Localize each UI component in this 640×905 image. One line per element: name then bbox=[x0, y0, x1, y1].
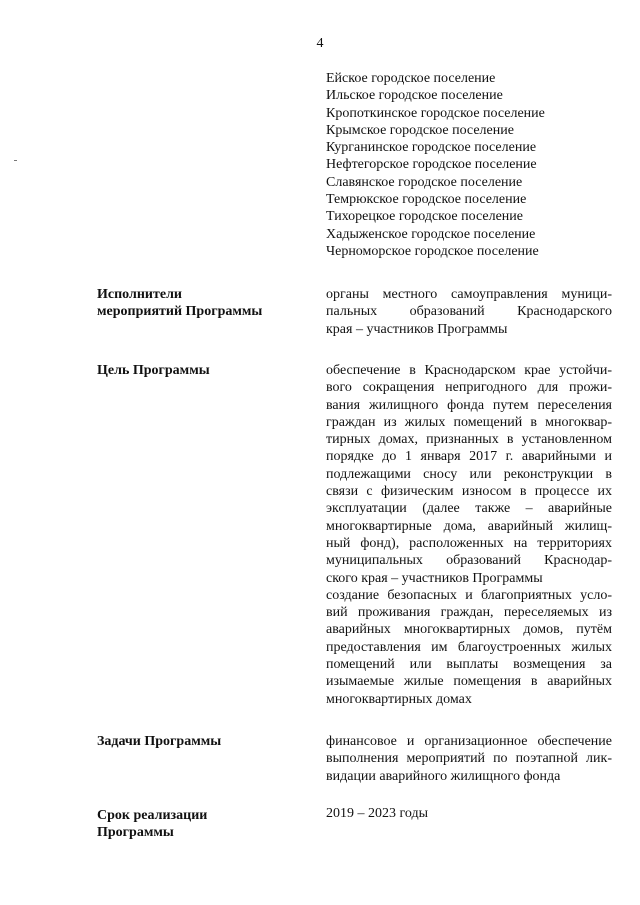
goal-text-line: обеспечение в Краснодарском крае устойчи- bbox=[326, 363, 612, 378]
executors-text bbox=[326, 286, 612, 338]
term-label-line: Срок реализации bbox=[97, 808, 208, 823]
settlement-item: Крымское городское поселение bbox=[326, 122, 514, 138]
scan-mark bbox=[14, 160, 17, 161]
term-label-line: Программы bbox=[97, 825, 174, 841]
goal-text-line: ского края – участников Программы bbox=[326, 570, 543, 586]
tasks-text-line: видации аварийного жилищного фонда bbox=[326, 768, 561, 784]
settlement-item: Кропоткинское городское поселение bbox=[326, 105, 545, 121]
term-text-line: 2019 – 2023 годы bbox=[326, 806, 429, 821]
goal-text-line: граждан из жилых помещений в многоквар- bbox=[326, 414, 612, 430]
goal-text-line: многоквартирные дома, аварийный жилищ- bbox=[326, 518, 612, 534]
goal-text bbox=[326, 362, 612, 708]
goal-text-line: эксплуатации (далее также – аварийные bbox=[326, 501, 612, 517]
settlement-item: Ильское городское поселение bbox=[326, 88, 503, 104]
tasks-text-line: выполнения мероприятий по поэтапной лик- bbox=[326, 751, 612, 767]
goal-text-line: аварийных многоквартирных домов, путём bbox=[326, 622, 612, 638]
goal-text-line: помещений или выплаты возмещения за bbox=[326, 657, 612, 673]
term-label bbox=[97, 807, 297, 842]
goal-text-line: связи с физическим износом в процессе их bbox=[326, 484, 612, 500]
goal-label: Цель Программы bbox=[97, 363, 210, 378]
settlement-item: Славянское городское поселение bbox=[326, 174, 523, 190]
goal-text-line: муниципальных образований Краснодар- bbox=[326, 553, 612, 569]
goal-text-line: вания жилищного фонда путем переселения bbox=[326, 397, 612, 413]
goal-text-line: вий проживания граждан, переселяемых из bbox=[326, 605, 612, 621]
executors-text-line: органы местного самоуправления муници- bbox=[326, 287, 612, 302]
goal-text-line: ный фонд), расположенных на территориях bbox=[326, 535, 612, 551]
settlement-item: Курганинское городское поселение bbox=[326, 140, 537, 156]
tasks-text bbox=[326, 733, 612, 785]
goal-text-line: порядке до 1 января 2017 г. аварийными и bbox=[326, 449, 612, 465]
executors-label bbox=[97, 286, 297, 321]
goal-text-line: предоставления им благоустроенных жилых bbox=[326, 639, 612, 655]
executors-label-line: Исполнители bbox=[97, 287, 182, 302]
term-text bbox=[326, 805, 612, 822]
settlement-item: Ейское городское поселение bbox=[326, 71, 496, 86]
goal-text-line: создание безопасных и благоприятных усло- bbox=[326, 587, 612, 603]
goal-text-line: изымаемые жилые помещения в аварийных bbox=[326, 674, 612, 690]
tasks-label: Задачи Программы bbox=[97, 734, 222, 749]
executors-text-line: пальных образований Краснодарского bbox=[326, 304, 612, 320]
settlement-item: Черноморское городское поселение bbox=[326, 243, 539, 259]
goal-text-line: многоквартирных домах bbox=[326, 691, 472, 707]
settlement-item: Тихорецкое городское поселение bbox=[326, 209, 523, 225]
goal-text-line: вого сокращения непригодного для прожи- bbox=[326, 380, 612, 396]
page-number: 4 bbox=[316, 36, 324, 51]
settlement-item: Хадыженское городское поселение bbox=[326, 226, 536, 242]
settlement-item: Темрюкское городское поселение bbox=[326, 192, 527, 208]
tasks-text-line: финансовое и организационное обеспечение bbox=[326, 734, 612, 749]
executors-label-line: мероприятий Программы bbox=[97, 304, 263, 320]
executors-text-line: края – участников Программы bbox=[326, 321, 508, 337]
goal-text-line: тирных домах, признанных в установленном bbox=[326, 432, 612, 448]
settlement-item: Нефтегорское городское поселение bbox=[326, 157, 537, 173]
settlements-list bbox=[326, 70, 545, 260]
goal-text-line: подлежащими сносу или реконструкции в bbox=[326, 466, 612, 482]
